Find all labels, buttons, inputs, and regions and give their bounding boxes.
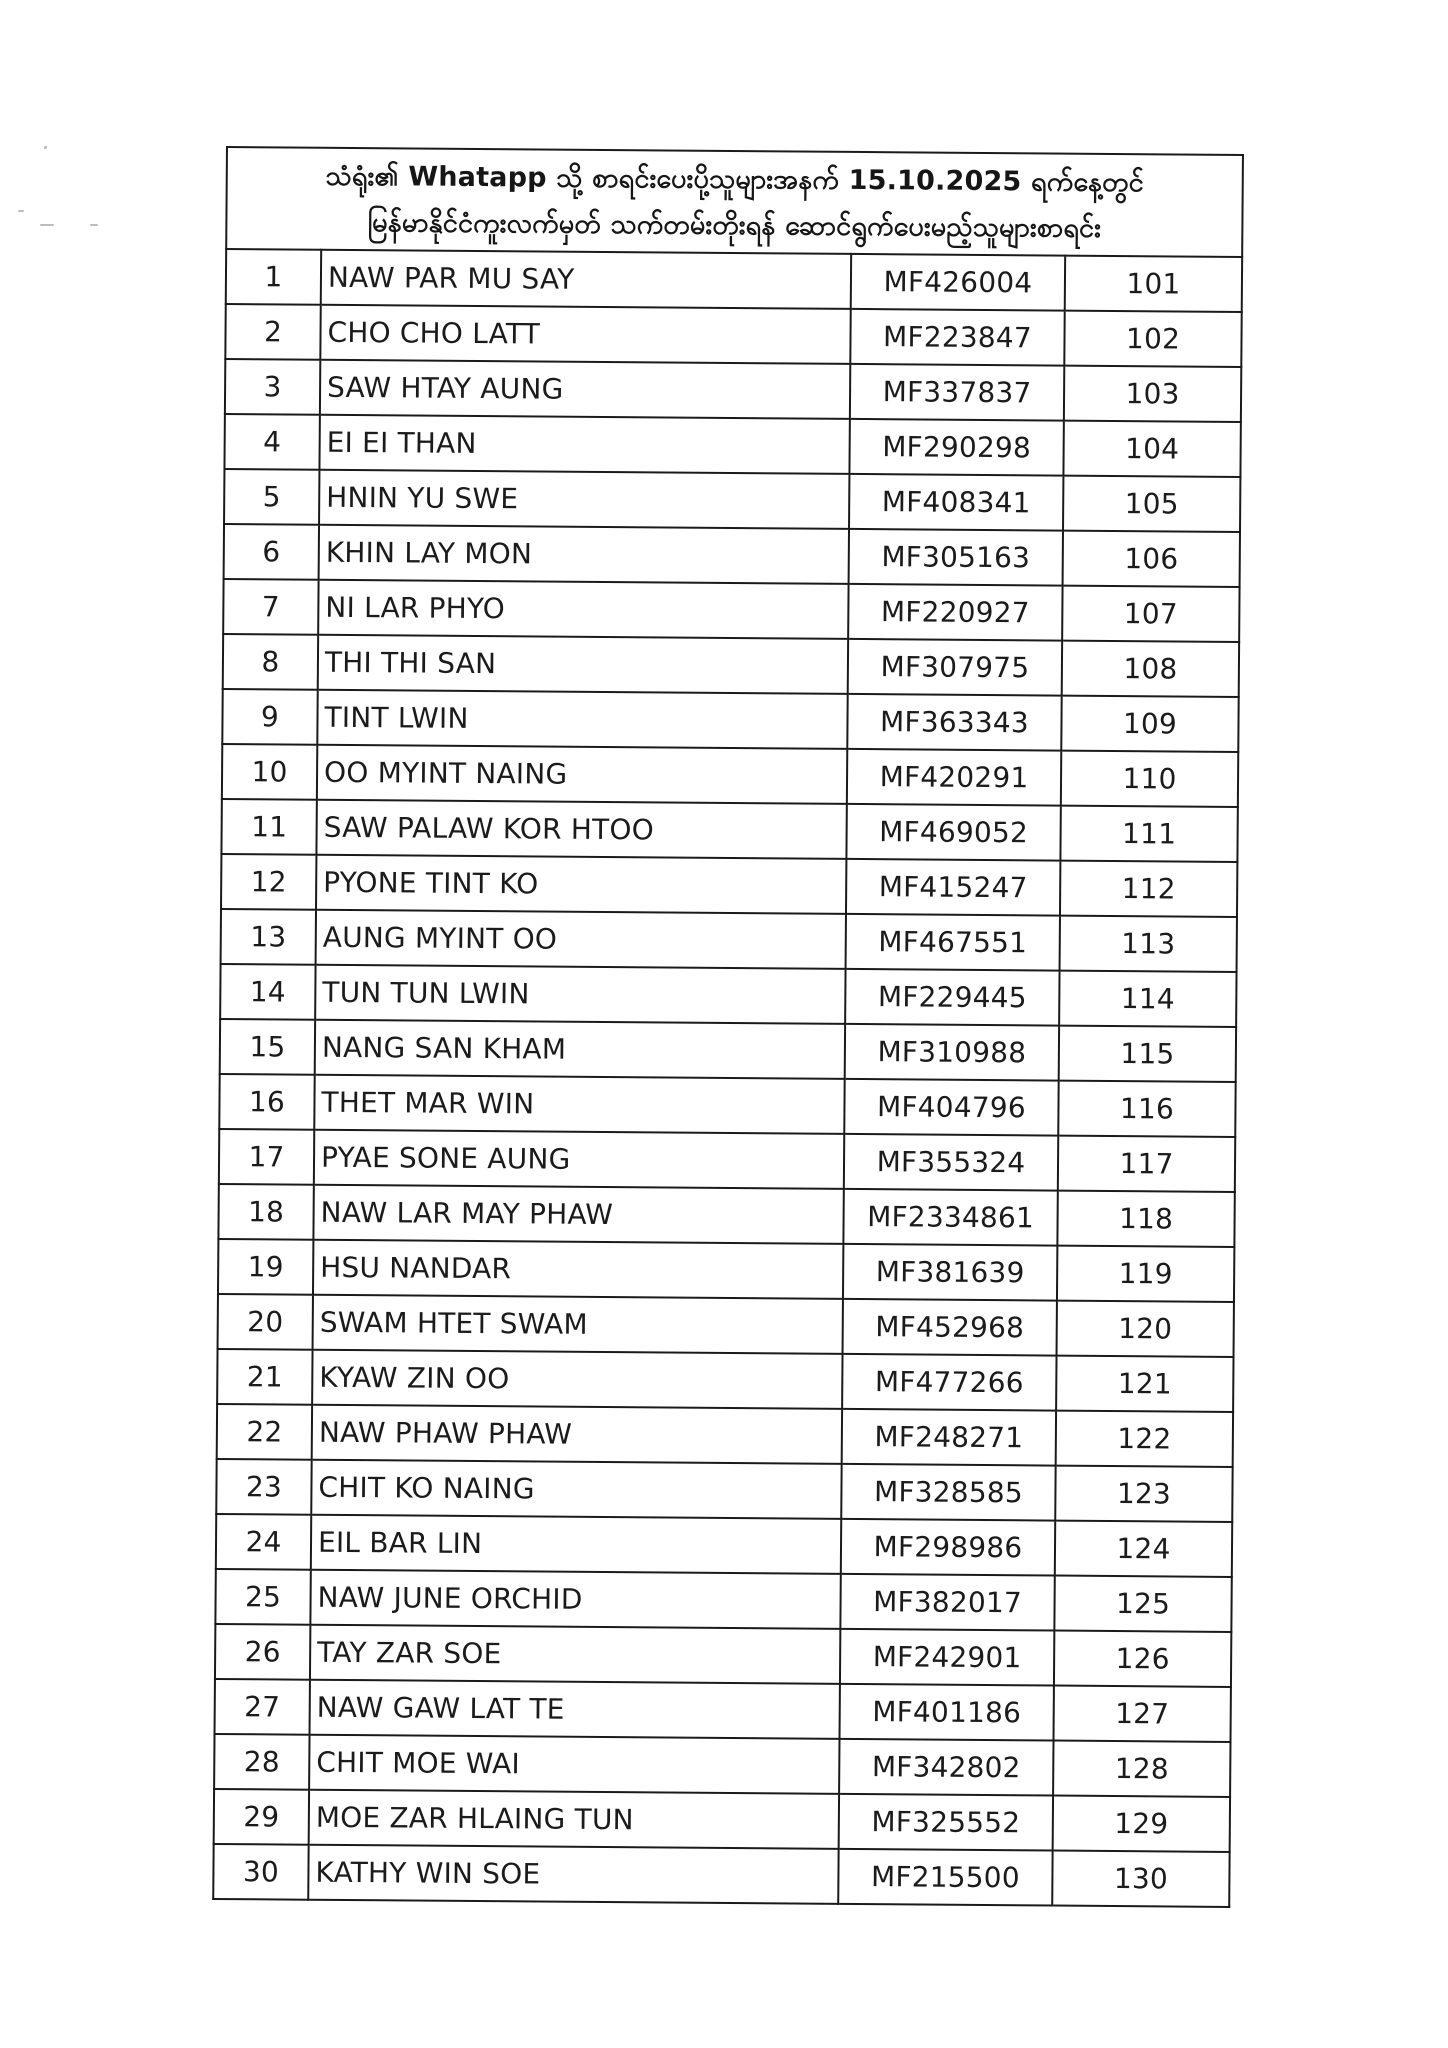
passport-number-cell: MF325552 bbox=[839, 1794, 1053, 1851]
row-number-cell: 2 bbox=[225, 304, 320, 360]
passport-number-cell: MF477266 bbox=[842, 1354, 1056, 1411]
name-cell: THI THI SAN bbox=[318, 635, 848, 694]
passport-number-cell: MF223847 bbox=[850, 309, 1064, 366]
row-number-cell: 12 bbox=[221, 854, 316, 910]
passport-number-cell: MF420291 bbox=[847, 749, 1061, 806]
table-row bbox=[221, 854, 1237, 917]
name-cell: NAW LAR MAY PHAW bbox=[313, 1185, 843, 1244]
name-cell: AUNG MYINT OO bbox=[316, 910, 846, 969]
name-cell: NAW JUNE ORCHID bbox=[310, 1570, 840, 1629]
table-row bbox=[226, 249, 1242, 312]
row-number-cell: 21 bbox=[217, 1349, 312, 1405]
table-row bbox=[215, 1569, 1231, 1632]
name-cell: CHIT MOE WAI bbox=[309, 1735, 839, 1794]
passport-number-cell: MF381639 bbox=[843, 1244, 1057, 1301]
row-number-cell: 3 bbox=[225, 359, 320, 415]
queue-code-cell: 128 bbox=[1053, 1741, 1230, 1797]
table-row bbox=[223, 579, 1239, 642]
queue-code-cell: 108 bbox=[1062, 641, 1239, 697]
queue-code-cell: 102 bbox=[1064, 311, 1241, 367]
table-row bbox=[225, 359, 1241, 422]
passport-number-cell: MF229445 bbox=[845, 969, 1059, 1026]
table-row bbox=[218, 1239, 1234, 1302]
name-cell: NAW GAW LAT TE bbox=[310, 1680, 840, 1739]
name-cell: NAW PHAW PHAW bbox=[312, 1405, 842, 1464]
name-cell: TUN TUN LWIN bbox=[315, 965, 845, 1024]
name-cell: PYAE SONE AUNG bbox=[314, 1130, 844, 1189]
table-body bbox=[213, 249, 1242, 1907]
row-number-cell: 28 bbox=[214, 1734, 309, 1790]
passport-number-cell: MF2334861 bbox=[843, 1189, 1057, 1246]
row-number-cell: 29 bbox=[214, 1789, 309, 1845]
scan-speck bbox=[90, 224, 98, 226]
scan-speck bbox=[18, 210, 24, 212]
passport-number-cell: MF342802 bbox=[839, 1739, 1053, 1796]
name-cell: CHO CHO LATT bbox=[320, 305, 850, 364]
passport-number-cell: MF426004 bbox=[851, 254, 1065, 311]
row-number-cell: 23 bbox=[216, 1459, 311, 1515]
name-cell: NANG SAN KHAM bbox=[315, 1020, 845, 1079]
passport-number-cell: MF307975 bbox=[848, 639, 1062, 696]
queue-code-cell: 124 bbox=[1055, 1521, 1232, 1577]
scan-speck bbox=[44, 146, 47, 149]
queue-code-cell: 107 bbox=[1062, 586, 1239, 642]
name-cell: PYONE TINT KO bbox=[316, 855, 846, 914]
row-number-cell: 1 bbox=[226, 249, 321, 305]
row-number-cell: 16 bbox=[219, 1074, 314, 1130]
passport-number-cell: MF355324 bbox=[844, 1134, 1058, 1191]
row-number-cell: 14 bbox=[220, 964, 315, 1020]
table-row bbox=[224, 414, 1240, 477]
table-row bbox=[220, 964, 1236, 1027]
name-cell: NI LAR PHYO bbox=[318, 580, 848, 639]
table-row bbox=[221, 909, 1237, 972]
passport-number-cell: MF248271 bbox=[842, 1409, 1056, 1466]
name-cell: EI EI THAN bbox=[319, 415, 849, 474]
queue-code-cell: 104 bbox=[1063, 421, 1240, 477]
queue-code-cell: 106 bbox=[1063, 531, 1240, 587]
queue-code-cell: 122 bbox=[1056, 1411, 1233, 1467]
table-row bbox=[219, 1129, 1235, 1192]
passport-number-cell: MF215500 bbox=[838, 1849, 1052, 1906]
passport-number-cell: MF382017 bbox=[840, 1574, 1054, 1631]
queue-code-cell: 127 bbox=[1054, 1686, 1231, 1742]
row-number-cell: 19 bbox=[218, 1239, 313, 1295]
name-cell: NAW PAR MU SAY bbox=[321, 250, 851, 309]
passport-number-cell: MF242901 bbox=[840, 1629, 1054, 1686]
queue-code-cell: 105 bbox=[1063, 476, 1240, 532]
name-cell: KHIN LAY MON bbox=[319, 525, 849, 584]
name-cell: TINT LWIN bbox=[317, 690, 847, 749]
name-cell: OO MYINT NAING bbox=[317, 745, 847, 804]
passport-number-cell: MF415247 bbox=[846, 859, 1060, 916]
table-row bbox=[223, 634, 1239, 697]
passport-renewal-table bbox=[212, 146, 1244, 1908]
name-cell: HNIN YU SWE bbox=[319, 470, 849, 529]
passport-number-cell: MF290298 bbox=[849, 419, 1063, 476]
table-title bbox=[226, 147, 1243, 257]
table-row bbox=[216, 1459, 1232, 1522]
name-cell: SWAM HTET SWAM bbox=[313, 1295, 843, 1354]
passport-number-cell: MF337837 bbox=[850, 364, 1064, 421]
queue-code-cell: 125 bbox=[1054, 1576, 1231, 1632]
table-row bbox=[213, 1844, 1229, 1907]
passport-number-cell: MF401186 bbox=[840, 1684, 1054, 1741]
queue-code-cell: 115 bbox=[1059, 1026, 1236, 1082]
queue-code-cell: 112 bbox=[1060, 861, 1237, 917]
title-line-2: မြန်မာနိုင်ငံကူးလက်မှတ် သက်တမ်းတိုးရန် ဆောင်ရွက်ပေးမည့်သူများစာရင်း bbox=[367, 207, 1102, 244]
passport-number-cell: MF220927 bbox=[848, 584, 1062, 641]
table-title-row bbox=[226, 147, 1243, 257]
queue-code-cell: 116 bbox=[1058, 1081, 1235, 1137]
queue-code-cell: 129 bbox=[1053, 1796, 1230, 1852]
roster-sheet bbox=[212, 146, 1242, 1908]
queue-code-cell: 118 bbox=[1057, 1191, 1234, 1247]
table-row bbox=[219, 1074, 1235, 1137]
table-row bbox=[224, 524, 1240, 587]
table-row bbox=[214, 1789, 1230, 1852]
row-number-cell: 5 bbox=[224, 469, 319, 525]
table-row bbox=[215, 1624, 1231, 1687]
name-cell: HSU NANDAR bbox=[313, 1240, 843, 1299]
table-row bbox=[224, 469, 1240, 532]
passport-number-cell: MF452968 bbox=[843, 1299, 1057, 1356]
table-row bbox=[221, 799, 1237, 862]
row-number-cell: 25 bbox=[215, 1569, 310, 1625]
table-row bbox=[217, 1404, 1233, 1467]
queue-code-cell: 126 bbox=[1054, 1631, 1231, 1687]
table-row bbox=[225, 304, 1241, 367]
queue-code-cell: 111 bbox=[1060, 806, 1237, 862]
passport-number-cell: MF408341 bbox=[849, 474, 1063, 531]
queue-code-cell: 120 bbox=[1057, 1301, 1234, 1357]
passport-number-cell: MF328585 bbox=[841, 1464, 1055, 1521]
row-number-cell: 7 bbox=[223, 579, 318, 635]
queue-code-cell: 110 bbox=[1061, 751, 1238, 807]
title-line-1: သံရုံး၏ Whatapp သို့ စာရင်းပေးပို့သူများအနက် 15.10.2025 ရက်နေ့တွင် bbox=[325, 160, 1145, 199]
table-row bbox=[222, 689, 1238, 752]
passport-number-cell: MF469052 bbox=[846, 804, 1060, 861]
queue-code-cell: 113 bbox=[1060, 916, 1237, 972]
row-number-cell: 22 bbox=[217, 1404, 312, 1460]
table-row bbox=[216, 1514, 1232, 1577]
passport-number-cell: MF305163 bbox=[849, 529, 1063, 586]
table-row bbox=[222, 744, 1238, 807]
row-number-cell: 27 bbox=[215, 1679, 310, 1735]
row-number-cell: 9 bbox=[222, 689, 317, 745]
queue-code-cell: 121 bbox=[1056, 1356, 1233, 1412]
name-cell: MOE ZAR HLAING TUN bbox=[309, 1790, 839, 1849]
row-number-cell: 8 bbox=[223, 634, 318, 690]
row-number-cell: 10 bbox=[222, 744, 317, 800]
name-cell: KATHY WIN SOE bbox=[308, 1845, 838, 1904]
row-number-cell: 26 bbox=[215, 1624, 310, 1680]
passport-number-cell: MF467551 bbox=[846, 914, 1060, 971]
passport-number-cell: MF363343 bbox=[847, 694, 1061, 751]
passport-number-cell: MF404796 bbox=[844, 1079, 1058, 1136]
name-cell: CHIT KO NAING bbox=[311, 1460, 841, 1519]
row-number-cell: 11 bbox=[221, 799, 316, 855]
row-number-cell: 20 bbox=[218, 1294, 313, 1350]
passport-number-cell: MF298986 bbox=[841, 1519, 1055, 1576]
queue-code-cell: 101 bbox=[1065, 256, 1242, 312]
row-number-cell: 24 bbox=[216, 1514, 311, 1570]
table-row bbox=[214, 1734, 1230, 1797]
name-cell: EIL BAR LIN bbox=[311, 1515, 841, 1574]
queue-code-cell: 109 bbox=[1061, 696, 1238, 752]
name-cell: TAY ZAR SOE bbox=[310, 1625, 840, 1684]
row-number-cell: 17 bbox=[219, 1129, 314, 1185]
table-row bbox=[218, 1294, 1234, 1357]
table-row bbox=[218, 1184, 1234, 1247]
row-number-cell: 18 bbox=[218, 1184, 313, 1240]
row-number-cell: 13 bbox=[221, 909, 316, 965]
queue-code-cell: 119 bbox=[1057, 1246, 1234, 1302]
queue-code-cell: 117 bbox=[1058, 1136, 1235, 1192]
row-number-cell: 30 bbox=[213, 1844, 308, 1900]
queue-code-cell: 103 bbox=[1064, 366, 1241, 422]
queue-code-cell: 130 bbox=[1052, 1851, 1229, 1907]
row-number-cell: 15 bbox=[220, 1019, 315, 1075]
name-cell: THET MAR WIN bbox=[314, 1075, 844, 1134]
name-cell: KYAW ZIN OO bbox=[312, 1350, 842, 1409]
table-row bbox=[215, 1679, 1231, 1742]
scan-speck bbox=[40, 224, 54, 226]
row-number-cell: 4 bbox=[224, 414, 319, 470]
queue-code-cell: 114 bbox=[1059, 971, 1236, 1027]
name-cell: SAW PALAW KOR HTOO bbox=[316, 800, 846, 859]
row-number-cell: 6 bbox=[224, 524, 319, 580]
name-cell: SAW HTAY AUNG bbox=[320, 360, 850, 419]
queue-code-cell: 123 bbox=[1055, 1466, 1232, 1522]
table-row bbox=[217, 1349, 1233, 1412]
passport-number-cell: MF310988 bbox=[845, 1024, 1059, 1081]
table-row bbox=[220, 1019, 1236, 1082]
